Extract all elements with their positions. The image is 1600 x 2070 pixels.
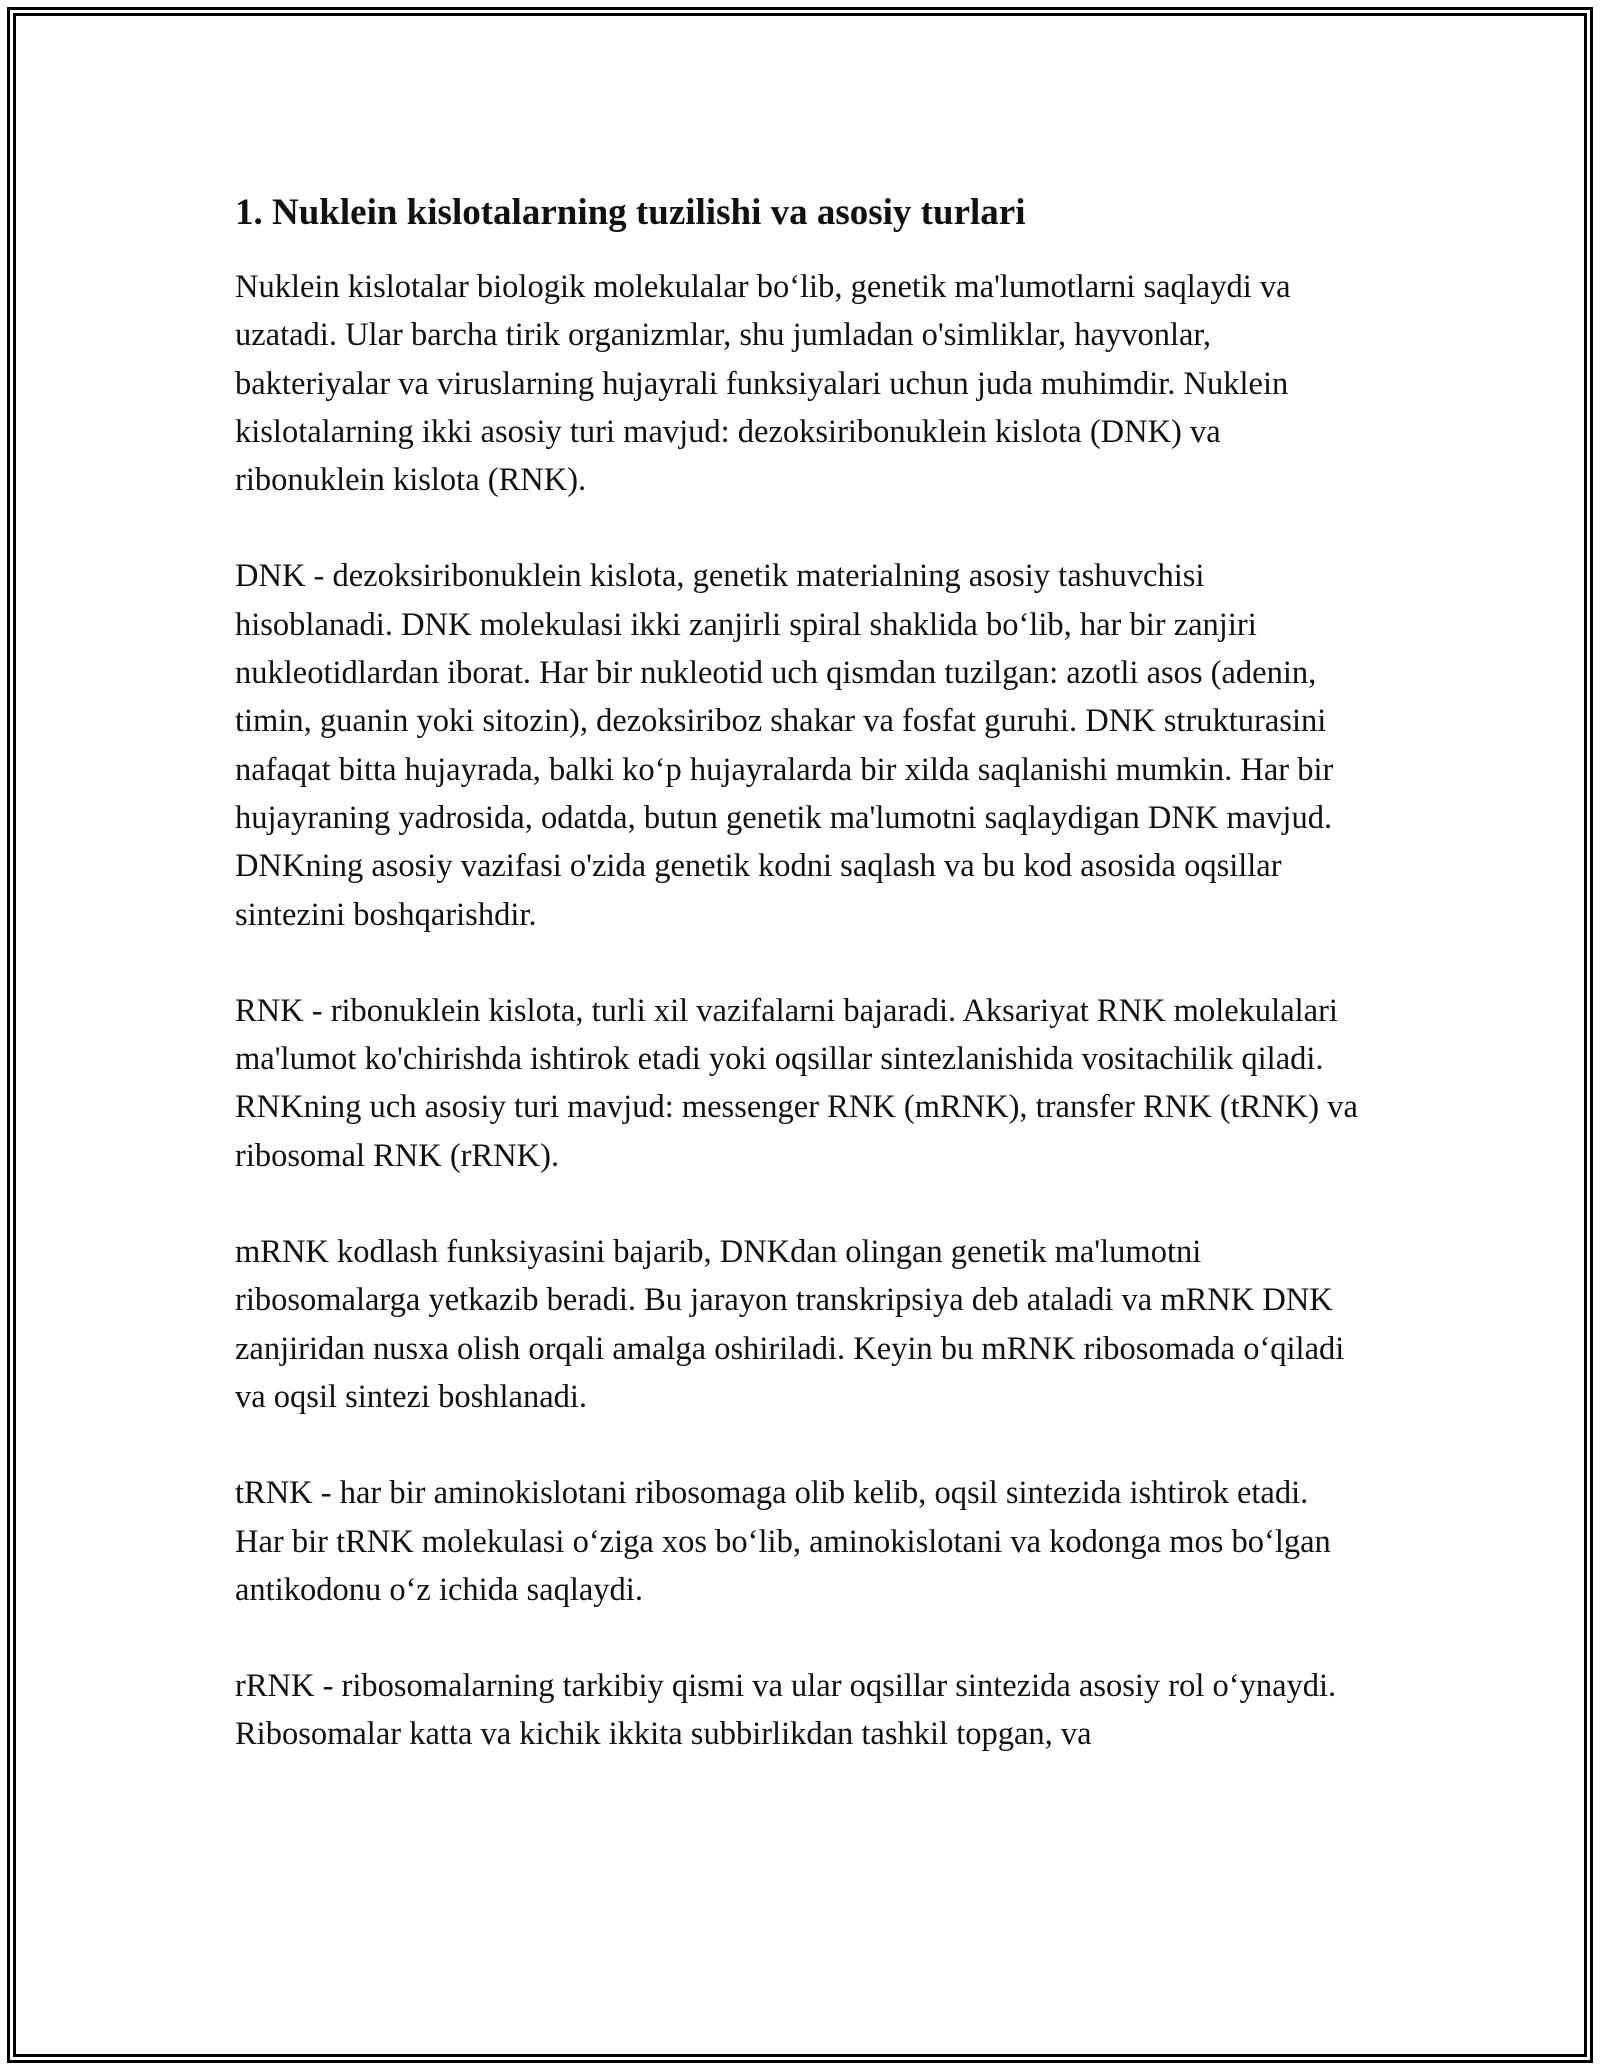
paragraph-trnk: tRNK - har bir aminokislotani ribosomaga olib kelib, oqsil sintezida ishtirok etadi. Har bir tRNK molekulasi o‘ziga xos bo‘lib, aminokislotani va kodonga mos bo‘lgan antikodonu o‘z ichida saqlaydi. <box>235 1475 1331 1608</box>
document-body <box>235 185 1365 1759</box>
paragraph-dnk: DNK - dezoksiribonuklein kislota, genetik materialning asosiy tashuvchisi hisoblanadi. DNK molekulasi ikki zanjirli spiral shaklida bo‘lib, har bir zanjiri nukleotidlardan iborat. Har bir nukleotid uch qismdan tuzilgan: azotli asos (adenin, timin, guanin yoki sitozin), dezoksiriboz shakar va fosfat guruhi. DNK strukturasini nafaqat bitta hujayrada, balki ko‘p hujayralarda bir xilda saqlanishi mumkin. Har bir hujayraning yadrosida, odatda, butun genetik ma'lumotni saqlaydigan DNK mavjud. DNKning asosiy vazifasi o'zida genetik kodni saqlash va bu kod asosida oqsillar sintezini boshqarishdir. <box>235 558 1334 933</box>
section-heading: 1. Nuklein kislotalarning tuzilishi va asosiy turlari <box>235 192 1026 233</box>
paragraph-mrnk: mRNK kodlash funksiyasini bajarib, DNKdan olingan genetik ma'lumotni ribosomalarga yetkazib beradi. Bu jarayon transkripsiya deb ataladi va mRNK DNK zanjiridan nusxa olish orqali amalga oshiriladi. Keyin bu mRNK ribosomada o‘qiladi va oqsil sintezi boshlanadi. <box>235 1234 1345 1415</box>
paragraph-intro: Nuklein kislotalar biologik molekulalar bo‘lib, genetik ma'lumotlarni saqlaydi va uzatadi. Ular barcha tirik organizmlar, shu jumladan o'simliklar, hayvonlar, bakteriyalar va viruslarning hujayrali funksiyalari uchun juda muhimdir. Nuklein kislotalarning ikki asosiy turi mavjud: dezoksiribonuklein kislota (DNK) va ribonuklein kislota (RNK). <box>235 269 1291 499</box>
paragraph-rrnk: rRNK - ribosomalarning tarkibiy qismi va ular oqsillar sintezida asosiy rol o‘ynaydi. Ribosomalar katta va kichik ikkita subbirlikdan tashkil topgan, va <box>235 1668 1337 1753</box>
paragraph-rnk: RNK - ribonuklein kislota, turli xil vazifalarni bajaradi. Aksariyat RNK molekulalari ma'lumot ko'chirishda ishtirok etadi yoki oqsillar sintezlanishida vositachilik qiladi. RNKning uch asosiy turi mavjud: messenger RNK (mRNK), transfer RNK (tRNK) va ribosomal RNK (rRNK). <box>235 992 1358 1174</box>
